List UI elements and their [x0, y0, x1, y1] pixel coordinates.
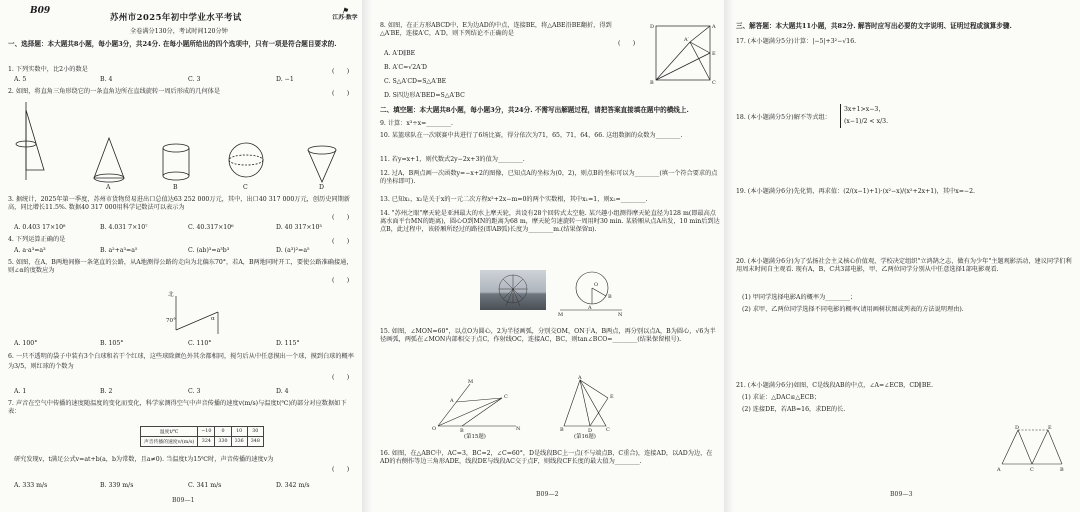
q7-table-row-temp: [141, 427, 264, 437]
label-a: A: [588, 305, 592, 311]
q1-answer-paren: ( ): [332, 68, 350, 75]
table-cell: 0: [215, 427, 231, 437]
brand-logo: ⚑ 江苏·数学: [330, 7, 360, 21]
q9-stem: 9. 计算：x³÷x=________.: [380, 120, 453, 127]
svg-text:A: A: [712, 24, 716, 30]
paper-title: 苏州市2025年初中学业水平考试: [110, 12, 242, 22]
label-d: D: [1015, 425, 1020, 431]
q5-opt-d: D. 115°: [276, 340, 300, 347]
q5-alpha-label: α: [211, 316, 215, 322]
svg-text:O: O: [432, 426, 437, 432]
q18-ineq-2: (x−1)/2 < x/3.: [844, 117, 889, 125]
q17-stem: 17. (本小题满分5分)计算：|−5|+3²−√16.: [736, 38, 857, 45]
q5-opt-a: A. 100°: [14, 340, 38, 347]
table-cell: 348: [247, 437, 263, 447]
page-3-footer: B09—3: [890, 491, 913, 498]
svg-text:E: E: [712, 51, 716, 57]
table-cell: 温度t/℃: [141, 427, 198, 437]
table-cell: 330: [215, 437, 231, 447]
q3-opt-c: C. 40.317×10⁶: [188, 224, 234, 231]
q20-part-2: (2) 求甲、乙两位同学选择不同电影的概率(请用画树状图或列表的方法说明理由).: [742, 306, 964, 313]
table-cell: 30: [247, 427, 263, 437]
svg-text:A: A: [450, 398, 454, 404]
q4-opt-c: C. (ab)³=a³b³: [188, 247, 230, 254]
q6-stem: 6. 一只不透明的袋子中装有3个白球和若干个红球，这些球除颜色外其余都相同，搅匀后从中任意摸出一个球，摸到白球的概率为3/5，则红球的个数为: [8, 353, 354, 370]
q5-north-label: 北: [168, 292, 174, 298]
label-b: B: [1060, 467, 1064, 473]
q1-opt-d: D. −1: [276, 76, 294, 83]
q3-opt-a: A. 0.403 17×10⁸: [14, 224, 66, 231]
q8-figure: [650, 22, 716, 88]
q4-opt-b: B. a²+a³=a⁵: [100, 247, 138, 254]
page-1-footer: B09—1: [172, 497, 195, 504]
q6-opt-c: C. 3: [188, 388, 201, 395]
score-note: 全卷满分130分，考试时间120分钟: [130, 28, 228, 35]
q21-part-2: (2) 连接DE，若AB=16，求DE的长.: [742, 406, 846, 413]
q7-opt-a: A. 333 m/s: [14, 482, 48, 489]
svg-text:B: B: [650, 80, 654, 86]
table-cell: 336: [231, 437, 247, 447]
label-m: M: [558, 312, 564, 318]
q4-answer-paren: ( ): [332, 238, 350, 245]
q7-table: [140, 426, 264, 447]
cylinder-b: [163, 144, 189, 152]
q5-angle-label: 70°: [166, 318, 176, 324]
sphere-c: [229, 143, 263, 177]
q6-answer-paren: ( ): [332, 374, 350, 381]
q4-opt-d: D. (a³)²=a⁵: [276, 247, 310, 254]
fig16-caption: (第16题): [574, 434, 596, 440]
q8-opt-b: B. A′C=√2A′D: [384, 64, 427, 71]
q16-stem: 16. 如图，在△ABC中，AC=3，BC=2，∠C=60°，D是线段BC上一点(不与端点B，C重合)，连接AD，以AD为边，在AD的右侧作等边三角形ADE，线段DE与线段AC交于点F，则线段CF长度的最大值为________.: [380, 450, 713, 466]
svg-text:B: B: [560, 427, 564, 433]
q2-stem: 2. 如图，将直角三角形绕它的一条直角边所在直线旋转一周后形成的几何体是: [8, 88, 221, 95]
q1-opt-a: A. 5: [14, 76, 27, 83]
q20-part-1: (1) 甲同学选择电影A的概率为________；: [742, 294, 857, 301]
page-2-footer: B09—2: [536, 491, 559, 498]
q18-ineq-1: 3x+1>x−3，: [844, 106, 885, 113]
paper-code: B09: [30, 6, 51, 16]
q5-answer-paren: ( ): [332, 277, 350, 284]
q6-opt-b: B. 2: [100, 388, 113, 395]
q13-stem: 13. 已知x₁，x₂是关于x的一元二次方程x²+2x−m=0的两个实数根，其中x₁=1，则x₂=________.: [380, 196, 648, 203]
label-a: A: [997, 467, 1001, 473]
q7-stem: 7. 声音在空气中传播的速度随温度的变化而变化，科学家测得空气中声音传播的速度v(m/s)与温度t(℃)的部分对应数据如下表：: [8, 400, 347, 416]
q5-stem: 5. 如图，在A，B两地间修一条笔直的公路，从A地测得公路的走向为北偏东70°，若A，B两地同时开工，要使公路准确接通，则∠α的度数应为: [8, 259, 353, 275]
svg-text:E: E: [610, 394, 614, 400]
q2-label-a: A: [106, 184, 111, 191]
ferris-wheel-photo: [480, 270, 546, 310]
q2-label-d: D: [319, 184, 324, 191]
q3-stem: 3. 据统计，2025年第一季度，苏州市货物贸易进出口总值达63 252 000万元，其中，出口40 317 000万元，创历史同期新高，同比增长11.5%. 数据40 317 000用科学记数法可以表示为: [8, 196, 350, 212]
q7-opt-b: B. 339 m/s: [100, 482, 134, 489]
label-e: E: [1048, 425, 1052, 431]
q2-figure: [14, 100, 354, 192]
q3-opt-b: B. 4.031 7×10⁷: [100, 224, 148, 231]
table-cell: 10: [231, 427, 247, 437]
q6-opt-a: A. 1: [14, 388, 27, 395]
q1-opt-b: B. 4: [100, 76, 113, 83]
svg-text:A′: A′: [684, 37, 689, 43]
svg-text:B: B: [460, 428, 464, 434]
q5-opt-c: C. 110°: [188, 340, 212, 347]
q8-answer-paren: ( ): [618, 40, 636, 47]
q19-stem: 19. (本小题满分6分)先化简，再求值：(2/(x−1)+1)·(x²−x)/(x²+2x+1)，其中x=−2.: [736, 188, 975, 195]
q3-opt-d: D. 40 317×10³: [276, 224, 322, 231]
q16-figure: [560, 376, 616, 432]
label-c: C: [1030, 467, 1034, 473]
q7-stem-b: 研究发现v，t满足公式v=at+b(a，b为常数，且a≠0). 当温度t为15℃时，声音传播的速度v为: [14, 456, 274, 463]
q8-opt-d: D. S四边形A′BED=S△A′BC: [384, 92, 465, 99]
section-1-heading: 一、选择题：本大题共8小题，每小题3分，共24分. 在每小题所给出的四个选项中，只有一项是符合题目要求的.: [8, 40, 337, 48]
q3-answer-paren: ( ): [332, 214, 350, 221]
q21-stem: 21. (本小题满分6分)如图，C是线段AB的中点，∠A=∠ECB，CD∥BE.: [736, 382, 933, 389]
q2-label-b: B: [173, 184, 178, 191]
svg-text:A: A: [578, 375, 582, 381]
q7-opt-d: D. 342 m/s: [276, 482, 310, 489]
q14-figure: [558, 270, 624, 316]
fig15-caption: (第15题): [464, 434, 486, 440]
svg-text:C: C: [504, 394, 508, 400]
q7-answer-paren: ( ): [332, 466, 350, 473]
q7-opt-c: C. 341 m/s: [188, 482, 222, 489]
page-3: [724, 0, 1080, 512]
q5-opt-b: B. 105°: [100, 340, 124, 347]
q7-table-row-speed: [141, 437, 264, 447]
q2-label-c: C: [243, 184, 248, 191]
page-fold-shadow: [362, 0, 372, 512]
table-cell: −10: [198, 427, 215, 437]
q10-stem: 10. 某篮球队在一次联赛中共进行了6场比赛，得分依次为71，65，71，64，66. 这组数据的众数为________.: [380, 132, 683, 139]
q4-stem: 4. 下列运算正确的是: [8, 236, 66, 243]
q15-figure: [432, 378, 522, 432]
svg-text:D: D: [650, 24, 655, 30]
q6-opt-d: D. 4: [276, 388, 289, 395]
square-abcd: [656, 26, 710, 80]
q15-stem: 15. 如图，∠MON=60°，以点O为圆心，2为半径画弧，分别交OM，ON于A，B两点，再分别以点A，B为圆心，√6为半径画弧，两弧在∠MON内部相交于点C，作射线OC，连接AC，BC，则tan∠BCO=________(结果保留根号).: [380, 328, 716, 344]
label-b: B: [608, 294, 612, 300]
table-cell: 声音传播的速度v/(m/s): [141, 437, 198, 447]
q11-stem: 11. 若y=x+1，则代数式2y−2x+3的值为________.: [380, 156, 525, 163]
svg-text:C: C: [606, 427, 610, 433]
cone-a: [94, 138, 124, 178]
section-2-heading: 二、填空题：本大题共8小题，每小题3分，共24分. 不需写出解题过程，请把答案直接填在题中的横线上.: [380, 106, 689, 114]
svg-text:N: N: [516, 426, 521, 432]
section-3-heading: 三、解答题：本大题共11小题，共82分. 解答时应写出必要的文字说明、证明过程或演算步骤.: [736, 22, 1012, 30]
q21-part-1: (1) 求证：△DAC≌△ECB；: [742, 394, 821, 401]
right-triangle: [26, 110, 44, 170]
page-1: [0, 0, 366, 512]
q21-figure: [996, 424, 1066, 472]
svg-text:C: C: [712, 80, 716, 86]
q8-stem: 8. 如图，在正方形ABCD中，E为边AD的中点，连接BE，将△ABE沿BE翻折，得到△A′BE，连接A′C，A′D，则下列结论不正确的是: [380, 22, 612, 38]
svg-text:D: D: [588, 428, 593, 434]
label-o: O: [594, 282, 599, 288]
q14-stem: 14. "苏州之眼"摩天轮是亚洲最大的水上摩天轮，共设有28个回转式太空舱. 某兴趣小组测得摩天轮直径为128 m(即最高点离水面平台MN的距离)，圆心O到MN的距离为68 m，摩天轮匀速旋转一周用时30 min. 某轿厢从点A出发，10 min后到达点B，此过程中，该轿厢所经过的路径(即AB弧)长度为________m.(结果保留π).: [380, 210, 720, 234]
q2-answer-paren: ( ): [332, 90, 350, 97]
q1-stem: 1. 下列实数中，比2小的数是: [8, 66, 88, 73]
q8-opt-c: C. S△A′CD=S△A′BE: [384, 78, 447, 85]
q18-stem: 18. (本小题满分5分)解不等式组：: [736, 114, 831, 121]
svg-text:M: M: [468, 379, 474, 385]
table-cell: 324: [198, 437, 215, 447]
page-fold-shadow: [724, 0, 734, 512]
q20-stem: 20. (本小题满分6分)为了弘扬社会主义核心价值观，学校决定组织"立鸿鹄之志，做有为少年"主题观影活动，建议同学们利用周末时间自主观看. 现有A，B，C共3部电影，甲、乙两位同学分别从中任意选择1部电影观看.: [736, 258, 1072, 274]
q8-opt-a: A. A′D∥BE: [384, 50, 416, 57]
q1-opt-c: C. 3: [188, 76, 201, 83]
cone-d: [308, 146, 336, 154]
brand-text: 江苏·数学: [332, 14, 358, 21]
q18-system: [840, 104, 888, 128]
page-2: [362, 0, 728, 512]
q12-stem: 12. 过A，B两点画一次函数y=−x+2的图像，已知点A的坐标为(0，2)，则点B的坐标可以为________(填一个符合要求的点的坐标即可).: [380, 170, 718, 186]
q4-opt-a: A. a·a³=a³: [14, 247, 46, 254]
label-n: N: [618, 312, 623, 318]
